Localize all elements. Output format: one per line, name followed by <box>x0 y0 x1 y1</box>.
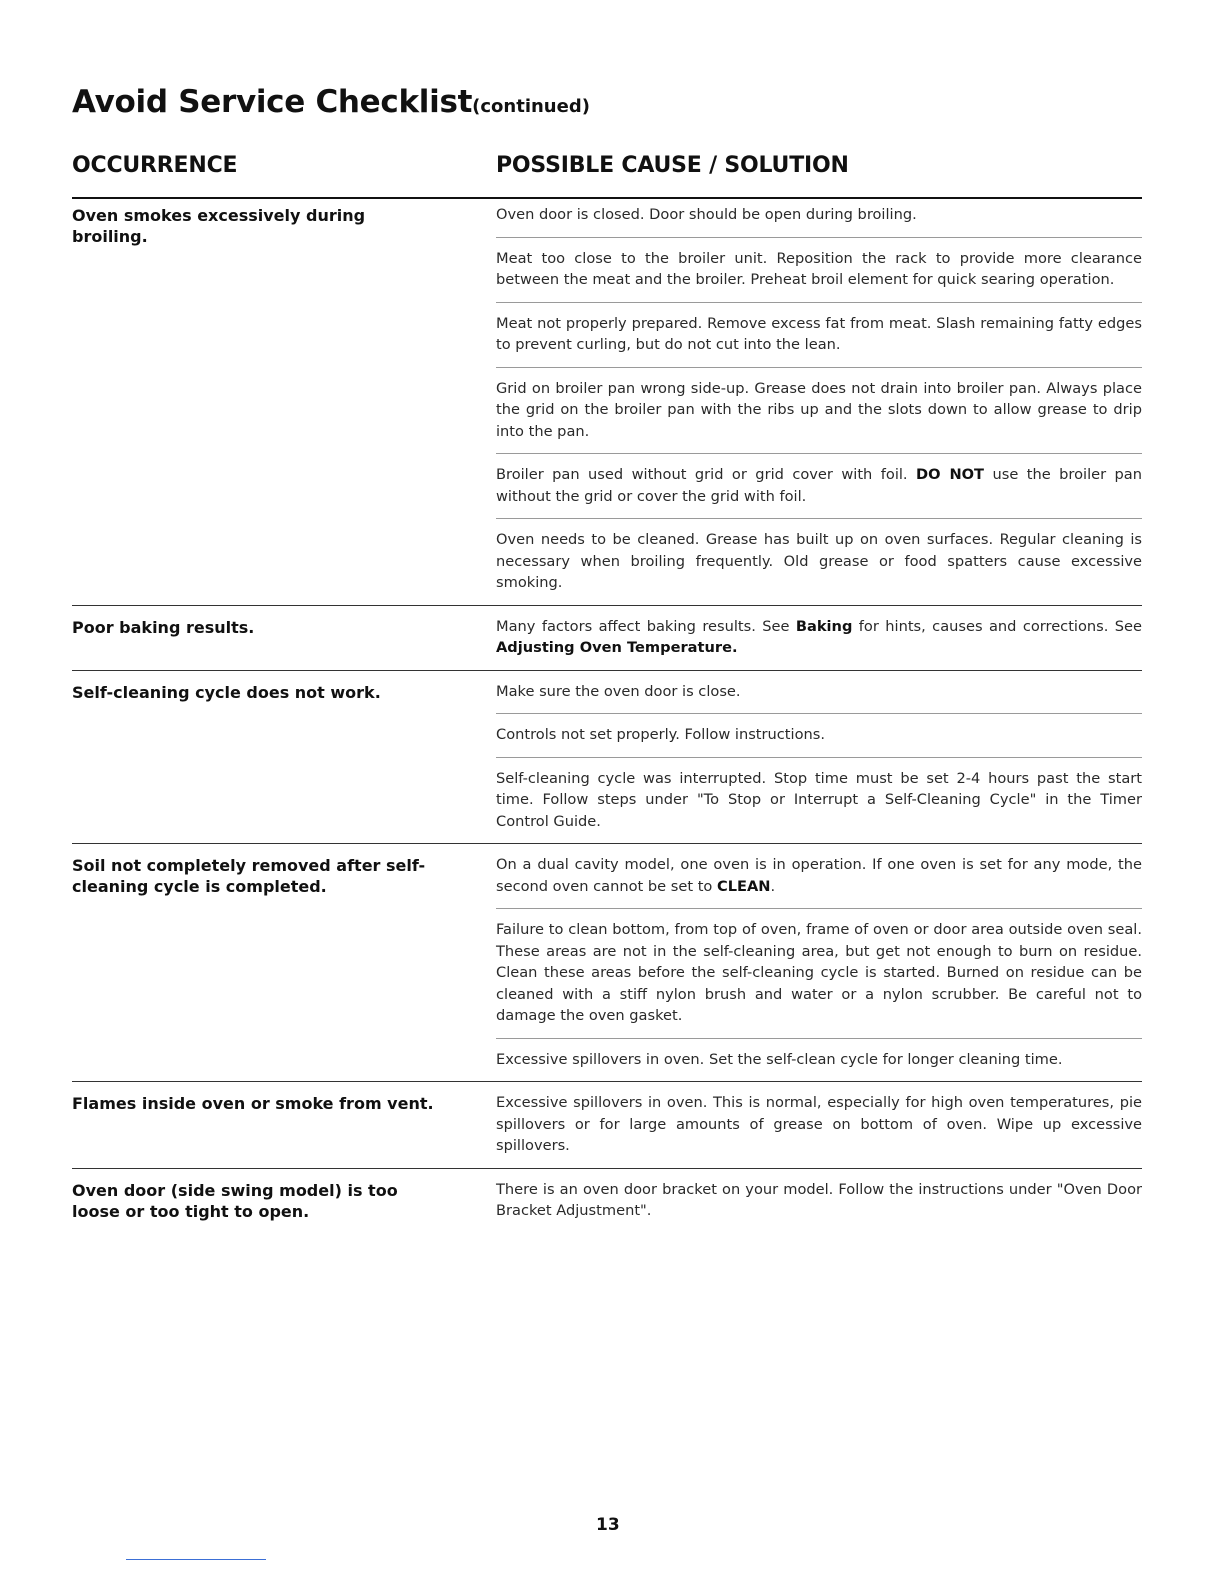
checklist-table <box>72 203 1142 1233</box>
cause-item: Oven door is closed. Door should be open during broiling. <box>496 203 1142 238</box>
cause-item: Self-cleaning cycle was interrupted. Stop time must be set 2-4 hours past the start time. Follow steps under "To Stop or Interrupt a Self-Cleaning Cycle" in the Timer Control Guide. <box>496 769 1142 830</box>
footer-link-underline <box>126 1559 266 1560</box>
occurrence-cell: Oven smokes excessively during broiling. <box>72 206 366 246</box>
checklist-row <box>72 1082 1142 1169</box>
cause-column-header: POSSIBLE CAUSE / SOLUTION <box>496 153 849 178</box>
occurrence-cell: Self-cleaning cycle does not work. <box>72 682 381 702</box>
occurrence-cell: Flames inside oven or smoke from vent. <box>72 1094 434 1113</box>
cause-item: Controls not set properly. Follow instructions. <box>496 723 1142 758</box>
cause-item: Grid on broiler pan wrong side-up. Grease does not drain into broiler pan. Always place the grid on the broiler pan with the ribs up and the slots down to allow grease to drip into the pan. <box>496 377 1142 455</box>
cause-text: On a dual cavity model, one oven is in operation. If one oven is set for any mode, the second oven cannot be set to <box>496 856 1142 895</box>
causes-cell <box>496 203 1142 605</box>
cause-item: Meat not properly prepared. Remove excess fat from meat. Slash remaining fatty edges to prevent curling, but do not cut into the lean. <box>496 312 1142 368</box>
causes-cell <box>496 1178 1142 1233</box>
page-title <box>72 84 590 120</box>
title-continued: (continued) <box>472 96 590 117</box>
checklist-row <box>72 1169 1142 1233</box>
title-text: Avoid Service Checklist <box>72 84 473 120</box>
cause-item: Meat too close to the broiler unit. Reposition the rack to provide more clearance between the meat and the broiler. Preheat broil element for quick searing operation. <box>496 247 1142 303</box>
cause-emphasis: DO NOT <box>916 466 985 483</box>
cause-item: Excessive spillovers in oven. This is normal, especially for high oven temperatures, pie spillovers or for large amounts of grease on bottom of oven. Wipe up excessive spillovers. <box>496 1094 1142 1154</box>
cause-emphasis: CLEAN <box>717 877 771 895</box>
causes-cell <box>496 680 1142 844</box>
occurrence-cell: Soil not completely removed after self-cleaning cycle is completed. <box>72 856 426 896</box>
checklist-row <box>72 606 1142 671</box>
cause-item: Oven needs to be cleaned. Grease has built up on oven surfaces. Regular cleaning is necessary when broiling frequently. Old grease or food spatters cause excessive smoking. <box>496 531 1142 591</box>
cause-text: Many factors affect baking results. See <box>496 617 790 635</box>
cause-emphasis: Adjusting Oven Temperature. <box>496 639 738 656</box>
cause-item: Excessive spillovers in oven. Set the self-clean cycle for longer cleaning time. <box>496 1050 1063 1068</box>
page-number: 13 <box>596 1515 620 1535</box>
causes-cell <box>496 1091 1142 1168</box>
checklist-row <box>72 203 1142 606</box>
cause-text: for hints, causes and corrections. See <box>858 617 1143 635</box>
cause-text: Broiler pan used without grid or grid cover with foil. <box>496 466 908 483</box>
cause-item: Make sure the oven door is close. <box>496 680 1142 715</box>
cause-item <box>496 463 1142 519</box>
cause-text: use the broiler pan without the grid or cover the grid with foil. <box>496 466 1143 505</box>
causes-cell <box>496 853 1142 1081</box>
checklist-row <box>72 844 1142 1082</box>
cause-item <box>496 615 1142 670</box>
causes-cell <box>496 615 1142 670</box>
cause-item: There is an oven door bracket on your model. Follow the instructions under "Oven Door Bracket Adjustment". <box>496 1180 1142 1219</box>
cause-item <box>496 853 1142 909</box>
checklist-row <box>72 671 1142 845</box>
occurrence-cell: Oven door (side swing model) is too loose or too tight to open. <box>72 1180 398 1221</box>
occurrence-cell: Poor baking results. <box>72 617 255 637</box>
header-divider <box>72 197 1142 199</box>
cause-item: Failure to clean bottom, from top of oven, frame of oven or door area outside oven seal. These areas are not in the self-cleaning area, but get not enough to burn on residue. Clean these areas before the self-cleaning cycle is started. Burned on residue can be cleaned with a stiff nylon brush and water or a nylon scrubber. Be careful not to damage the oven gasket. <box>496 918 1142 1039</box>
cause-text: . <box>770 877 776 895</box>
occurrence-column-header: OCCURRENCE <box>72 153 238 178</box>
cause-emphasis: Baking <box>795 617 853 635</box>
